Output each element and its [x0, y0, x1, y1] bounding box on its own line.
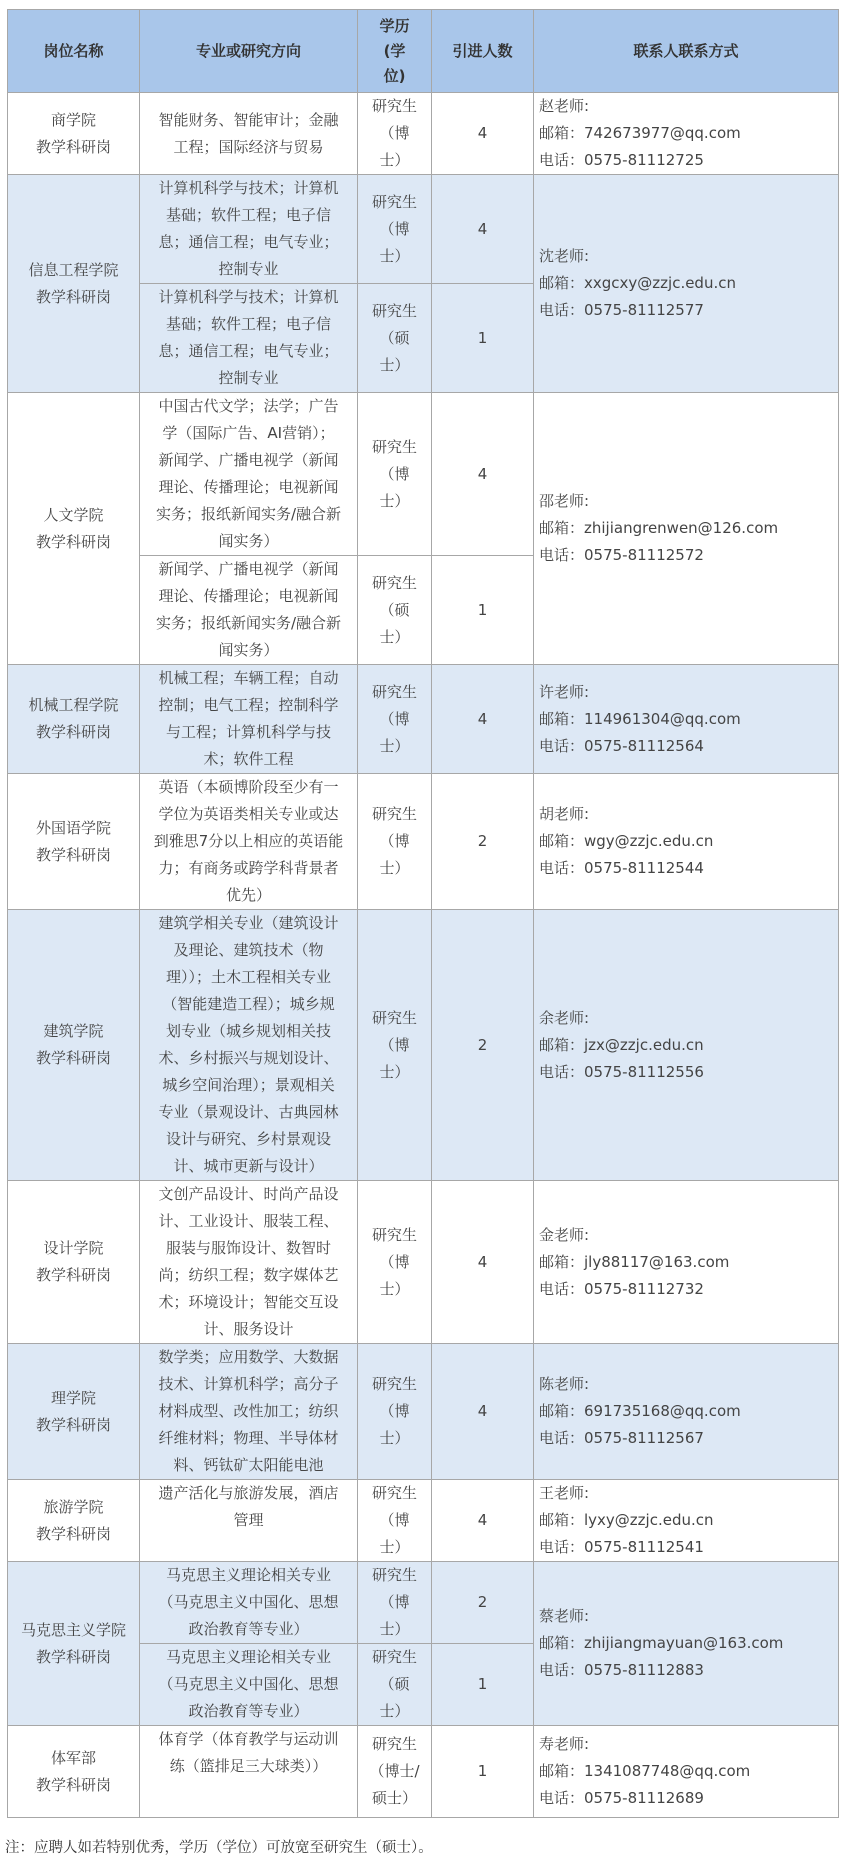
table-row [8, 1480, 839, 1562]
major-cell [140, 774, 358, 910]
text-line: 管理 [233, 1511, 264, 1529]
text-line: 研究生 [371, 1225, 417, 1244]
text-line: 中国古代文学；法学；广告 [158, 397, 339, 415]
text-line: 体育学（体育教学与运动训 [158, 1730, 339, 1748]
text-line: 教学科研岗 [35, 1266, 111, 1284]
table-row [8, 910, 839, 1181]
position-name [8, 1181, 140, 1344]
text-line: 研究生 [371, 97, 417, 115]
text-line: 专业或研究方向 [195, 41, 301, 60]
position-name [8, 1344, 140, 1480]
table-row [8, 1562, 839, 1644]
table-row [8, 665, 839, 774]
major-cell [140, 665, 358, 774]
contact-person: 金老师: [539, 1225, 590, 1244]
headcount-cell: 1 [432, 1726, 534, 1818]
contact-person: 蔡老师: [539, 1607, 590, 1625]
text-line: （博 [379, 1035, 410, 1054]
education-cell [358, 910, 432, 1181]
text-line: 教学科研岗 [35, 845, 111, 864]
text-line: 硕士） [371, 1789, 417, 1807]
contact-person: 沈老师: [539, 247, 590, 265]
text-line: 教学科研岗 [35, 1415, 111, 1434]
text-line: 研究生 [371, 1566, 417, 1584]
major-cell [140, 910, 358, 1181]
text-line: 闻实务） [218, 641, 279, 659]
contact-cell [534, 1562, 839, 1726]
text-line: 研究生 [371, 1484, 417, 1502]
text-line: 学（国际广告、AI营销）； [162, 424, 335, 442]
text-line: 术、乡村振兴与规划设计、 [158, 1049, 339, 1067]
text-line: （博 [379, 1252, 410, 1271]
contact-email[interactable]: 邮箱：1341087748@qq.com [539, 1762, 751, 1780]
text-line: 教学科研岗 [35, 1524, 111, 1543]
table-row [8, 774, 839, 910]
contact-phone: 电话：0575-81112577 [539, 301, 704, 319]
major-cell [140, 1726, 358, 1818]
contact-email[interactable]: 邮箱：wgy@zzjc.edu.cn [539, 832, 714, 850]
text-line: 信息工程学院 [28, 260, 119, 279]
text-line: 教学科研岗 [35, 1049, 111, 1067]
text-line: （马克思主义中国化、思想 [158, 1675, 339, 1693]
text-line: 计、服务设计 [203, 1320, 294, 1338]
text-line: 机械工程；车辆工程；自动 [158, 669, 339, 687]
table-row [8, 1181, 839, 1344]
contact-cell [534, 93, 839, 175]
text-line: 士） [379, 246, 410, 265]
major-cell [140, 393, 358, 556]
text-line: 研究生 [371, 1648, 417, 1666]
text-line: 士） [379, 491, 410, 510]
major-cell [140, 175, 358, 284]
text-line: 料、钙钛矿太阳能电池 [173, 1456, 324, 1474]
text-line: 服装与服饰设计、数智时 [165, 1239, 331, 1257]
contact-email[interactable]: 邮箱：jzx@zzjc.edu.cn [539, 1035, 704, 1054]
text-line: 研究生 [371, 437, 417, 456]
text-line: 建筑学院 [43, 1022, 104, 1040]
text-line: 实务；报纸新闻实务/融合新 [155, 505, 342, 523]
major-cell [140, 284, 358, 393]
contact-person: 邵老师: [539, 492, 590, 510]
text-line: 新闻学、广播电视学（新闻 [158, 560, 339, 578]
text-line: 教学科研岗 [35, 532, 111, 551]
text-line: 马克思主义理论相关专业 [165, 1648, 331, 1666]
position-name [8, 175, 140, 393]
contact-email[interactable]: 邮箱：742673977@qq.com [539, 124, 741, 142]
text-line: 材料成型、改性加工；纺织 [158, 1402, 339, 1420]
text-line: 教学科研岗 [35, 287, 111, 306]
position-name [8, 1562, 140, 1726]
recruitment-table [7, 9, 839, 1818]
text-line: 智能财务、智能审计；金融 [158, 110, 339, 129]
contact-phone: 电话：0575-81112556 [539, 1062, 704, 1081]
text-line: 息；通信工程；电气专业； [158, 233, 339, 251]
contact-cell [534, 175, 839, 393]
education-cell [358, 1726, 432, 1818]
text-line: 术；软件工程 [203, 750, 294, 768]
contact-phone: 电话：0575-81112732 [539, 1279, 704, 1298]
contact-person: 陈老师: [539, 1375, 590, 1393]
education-cell [358, 93, 432, 175]
table-row [8, 393, 839, 556]
text-line: 旅游学院 [43, 1497, 104, 1516]
text-line: 计、工业设计、服装工程、 [158, 1212, 339, 1230]
text-line: （博 [379, 1402, 410, 1420]
text-line: 实务；报纸新闻实务/融合新 [155, 614, 342, 632]
headcount-cell: 2 [432, 774, 534, 910]
text-line: 研究生 [371, 192, 417, 211]
contact-person: 王老师: [539, 1484, 590, 1502]
text-line: （博 [379, 709, 410, 728]
text-line: 设计学院 [43, 1239, 104, 1257]
position-name [8, 665, 140, 774]
text-line: 计算机科学与技术；计算机 [158, 179, 339, 197]
text-line: （博 [379, 124, 410, 142]
text-line: 研究生 [371, 573, 417, 592]
major-cell [140, 1181, 358, 1344]
text-line: 学位为英语类相关专业或达 [158, 805, 339, 823]
text-line: 基础；软件工程；电子信 [165, 206, 331, 224]
education-cell [358, 1344, 432, 1480]
position-name [8, 93, 140, 175]
text-line: 士） [379, 1429, 410, 1447]
text-line: 研究生 [371, 1735, 417, 1753]
text-line: 教学科研岗 [35, 1775, 111, 1794]
contact-phone: 电话：0575-81112725 [539, 151, 704, 169]
text-line: 研究生 [371, 1375, 417, 1393]
text-line: 联系人联系方式 [633, 41, 739, 60]
contact-email[interactable]: 邮箱：zhijiangmayuan@163.com [539, 1634, 784, 1652]
text-line: 商学院 [50, 110, 96, 129]
text-line: 理论、传播理论；电视新闻 [158, 587, 339, 605]
text-line: 文创产品设计、时尚产品设 [158, 1185, 339, 1203]
contact-email[interactable]: 邮箱：lyxy@zzjc.edu.cn [539, 1511, 714, 1529]
contact-person: 寿老师: [539, 1735, 590, 1753]
text-line: 人文学院 [43, 505, 104, 524]
contact-person: 赵老师: [539, 97, 590, 115]
contact-email[interactable]: 邮箱：jly88117@163.com [539, 1252, 730, 1271]
text-line: 息；通信工程；电气专业； [158, 342, 339, 360]
contact-cell [534, 1181, 839, 1344]
education-cell [358, 175, 432, 284]
headcount-cell: 1 [432, 284, 534, 393]
position-name [8, 1480, 140, 1562]
text-line: 城乡空间治理）；景观相关 [162, 1076, 335, 1094]
header-count [432, 10, 534, 93]
text-line: 计算机科学与技术；计算机 [158, 288, 339, 306]
text-line: 士） [379, 1702, 410, 1720]
headcount-cell: 2 [432, 1562, 534, 1644]
text-line: 引进人数 [452, 41, 513, 60]
headcount-cell: 2 [432, 910, 534, 1181]
text-line: 与工程；计算机科学与技 [165, 723, 331, 741]
text-line: 研究生 [371, 301, 417, 320]
text-line: （博 [379, 1593, 410, 1611]
text-line: 士） [379, 1279, 410, 1298]
table-header-row [8, 10, 839, 93]
major-cell [140, 1644, 358, 1726]
text-line: 术；环境设计；智能交互设 [158, 1293, 339, 1311]
education-cell [358, 393, 432, 556]
headcount-cell: 4 [432, 93, 534, 175]
headcount-cell: 4 [432, 1344, 534, 1480]
contact-phone: 电话：0575-81112564 [539, 736, 704, 755]
text-line: (学 [383, 41, 406, 60]
headcount-cell: 4 [432, 175, 534, 284]
text-line: （博 [379, 464, 410, 483]
position-name [8, 774, 140, 910]
text-line: 位) [383, 66, 406, 85]
education-cell [358, 556, 432, 665]
text-line: 机械工程学院 [28, 696, 119, 714]
text-line: 新闻学、广播电视学（新闻 [158, 451, 339, 469]
education-cell [358, 1480, 432, 1562]
education-cell [358, 1181, 432, 1344]
text-line: 专业（景观设计、古典园林 [158, 1103, 339, 1121]
contact-person: 胡老师: [539, 805, 590, 823]
major-cell [140, 556, 358, 665]
text-line: （博 [379, 1511, 410, 1529]
text-line: （硕 [379, 328, 410, 347]
text-line: 计、城市更新与设计） [173, 1157, 324, 1175]
headcount-cell: 4 [432, 393, 534, 556]
text-line: （博 [379, 219, 410, 238]
text-line: 外国语学院 [35, 818, 111, 837]
position-name [8, 1726, 140, 1818]
contact-email[interactable]: 邮箱：xxgcxy@zzjc.edu.cn [539, 274, 736, 292]
text-line: 理论、传播理论；电视新闻 [158, 478, 339, 496]
text-line: 闻实务） [218, 532, 279, 550]
headcount-cell: 4 [432, 1480, 534, 1562]
text-line: 教学科研岗 [35, 137, 111, 156]
text-line: 技术、计算机科学；高分子 [158, 1375, 339, 1393]
table-row [8, 1726, 839, 1818]
headcount-cell: 4 [432, 1181, 534, 1344]
text-line: 到雅思7分以上相应的英语能 [153, 832, 344, 850]
text-line: 士） [379, 627, 410, 646]
text-line: 练（篮排足三大球类）） [169, 1757, 328, 1775]
text-line: 学历 [379, 16, 410, 35]
major-cell [140, 93, 358, 175]
education-cell [358, 284, 432, 393]
text-line: 研究生 [371, 682, 417, 701]
text-line: 优先） [225, 886, 271, 904]
text-line: 及理论、建筑技术（物 [173, 941, 324, 959]
text-line: 教学科研岗 [35, 1647, 111, 1666]
contact-cell [534, 1344, 839, 1480]
text-line: 数学类；应用数学、大数据 [158, 1348, 339, 1366]
contact-phone: 电话：0575-81112883 [539, 1661, 704, 1679]
major-cell [140, 1562, 358, 1644]
contact-cell [534, 1480, 839, 1562]
text-line: 工程；国际经济与贸易 [173, 137, 324, 156]
contact-phone: 电话：0575-81112544 [539, 859, 704, 877]
contact-email[interactable]: 邮箱：zhijiangrenwen@126.com [539, 519, 779, 537]
text-line: 纤维材料；物理、半导体材 [158, 1429, 339, 1447]
text-line: 控制；电气工程；控制科学 [158, 696, 339, 714]
text-line: 士） [379, 1620, 410, 1638]
position-name [8, 910, 140, 1181]
text-line: （智能建造工程）；城乡规 [162, 995, 335, 1013]
major-cell [140, 1344, 358, 1480]
contact-person: 余老师: [539, 1008, 590, 1027]
contact-phone: 电话：0575-81112689 [539, 1789, 704, 1807]
text-line: 马克思主义理论相关专业 [165, 1566, 331, 1584]
text-line: 岗位名称 [43, 41, 104, 60]
contact-email[interactable]: 邮箱：691735168@qq.com [539, 1402, 741, 1420]
position-name [8, 393, 140, 665]
text-line: 教学科研岗 [35, 723, 111, 741]
headcount-cell: 4 [432, 665, 534, 774]
text-line: 士） [379, 1538, 410, 1556]
text-line: 控制专业 [218, 369, 279, 387]
contact-cell [534, 1726, 839, 1818]
text-line: 划专业（城乡规划相关技 [165, 1022, 331, 1040]
headcount-cell: 1 [432, 1644, 534, 1726]
education-cell [358, 665, 432, 774]
text-line: 士） [379, 1062, 410, 1081]
text-line: 体军部 [50, 1748, 96, 1767]
text-line: （硕 [379, 600, 410, 619]
footnote: 注：应聘人如若特别优秀，学历（学位）可放宽至研究生（硕士）。 [5, 1840, 433, 1856]
text-line: 政治教育等专业） [188, 1620, 309, 1638]
header-position [8, 10, 140, 93]
text-line: 建筑学相关专业（建筑设计 [158, 914, 339, 932]
contact-cell [534, 393, 839, 665]
text-line: 士） [379, 859, 410, 877]
contact-phone: 电话：0575-81112541 [539, 1538, 704, 1556]
contact-cell [534, 665, 839, 774]
contact-phone: 电话：0575-81112567 [539, 1429, 704, 1447]
text-line: 士） [379, 736, 410, 755]
contact-person: 许老师: [539, 682, 590, 701]
text-line: 基础；软件工程；电子信 [165, 315, 331, 333]
text-line: （马克思主义中国化、思想 [158, 1593, 339, 1611]
education-cell [358, 774, 432, 910]
contact-cell [534, 910, 839, 1181]
education-cell [358, 1644, 432, 1726]
text-line: 马克思主义学院 [20, 1620, 126, 1639]
text-line: 英语（本硕博阶段至少有一 [158, 778, 339, 796]
education-cell [358, 1562, 432, 1644]
contact-phone: 电话：0575-81112572 [539, 546, 704, 564]
table-row [8, 93, 839, 175]
text-line: 设计与研究、乡村景观设 [165, 1130, 331, 1148]
header-education [358, 10, 432, 93]
text-line: 士） [379, 151, 410, 169]
header-major [140, 10, 358, 93]
contact-email[interactable]: 邮箱：114961304@qq.com [539, 709, 741, 728]
text-line: 理））；土木工程相关专业 [165, 968, 331, 986]
text-line: 研究生 [371, 1008, 417, 1027]
text-line: 理学院 [50, 1388, 96, 1407]
headcount-cell: 1 [432, 556, 534, 665]
text-line: 研究生 [371, 805, 417, 823]
text-line: 士） [379, 355, 410, 374]
text-line: （博 [379, 832, 410, 850]
major-cell [140, 1480, 358, 1562]
text-line: 遗产活化与旅游发展，酒店 [158, 1484, 339, 1502]
contact-cell [534, 774, 839, 910]
text-line: 尚；纺织工程；数字媒体艺 [158, 1266, 339, 1284]
table-row [8, 1344, 839, 1480]
text-line: （博士/ [369, 1762, 420, 1780]
text-line: 政治教育等专业） [188, 1702, 309, 1720]
table-row [8, 175, 839, 284]
header-contact [534, 10, 839, 93]
text-line: （硕 [379, 1675, 410, 1693]
text-line: 力；有商务或跨学科背景者 [158, 859, 339, 877]
text-line: 控制专业 [218, 260, 279, 278]
